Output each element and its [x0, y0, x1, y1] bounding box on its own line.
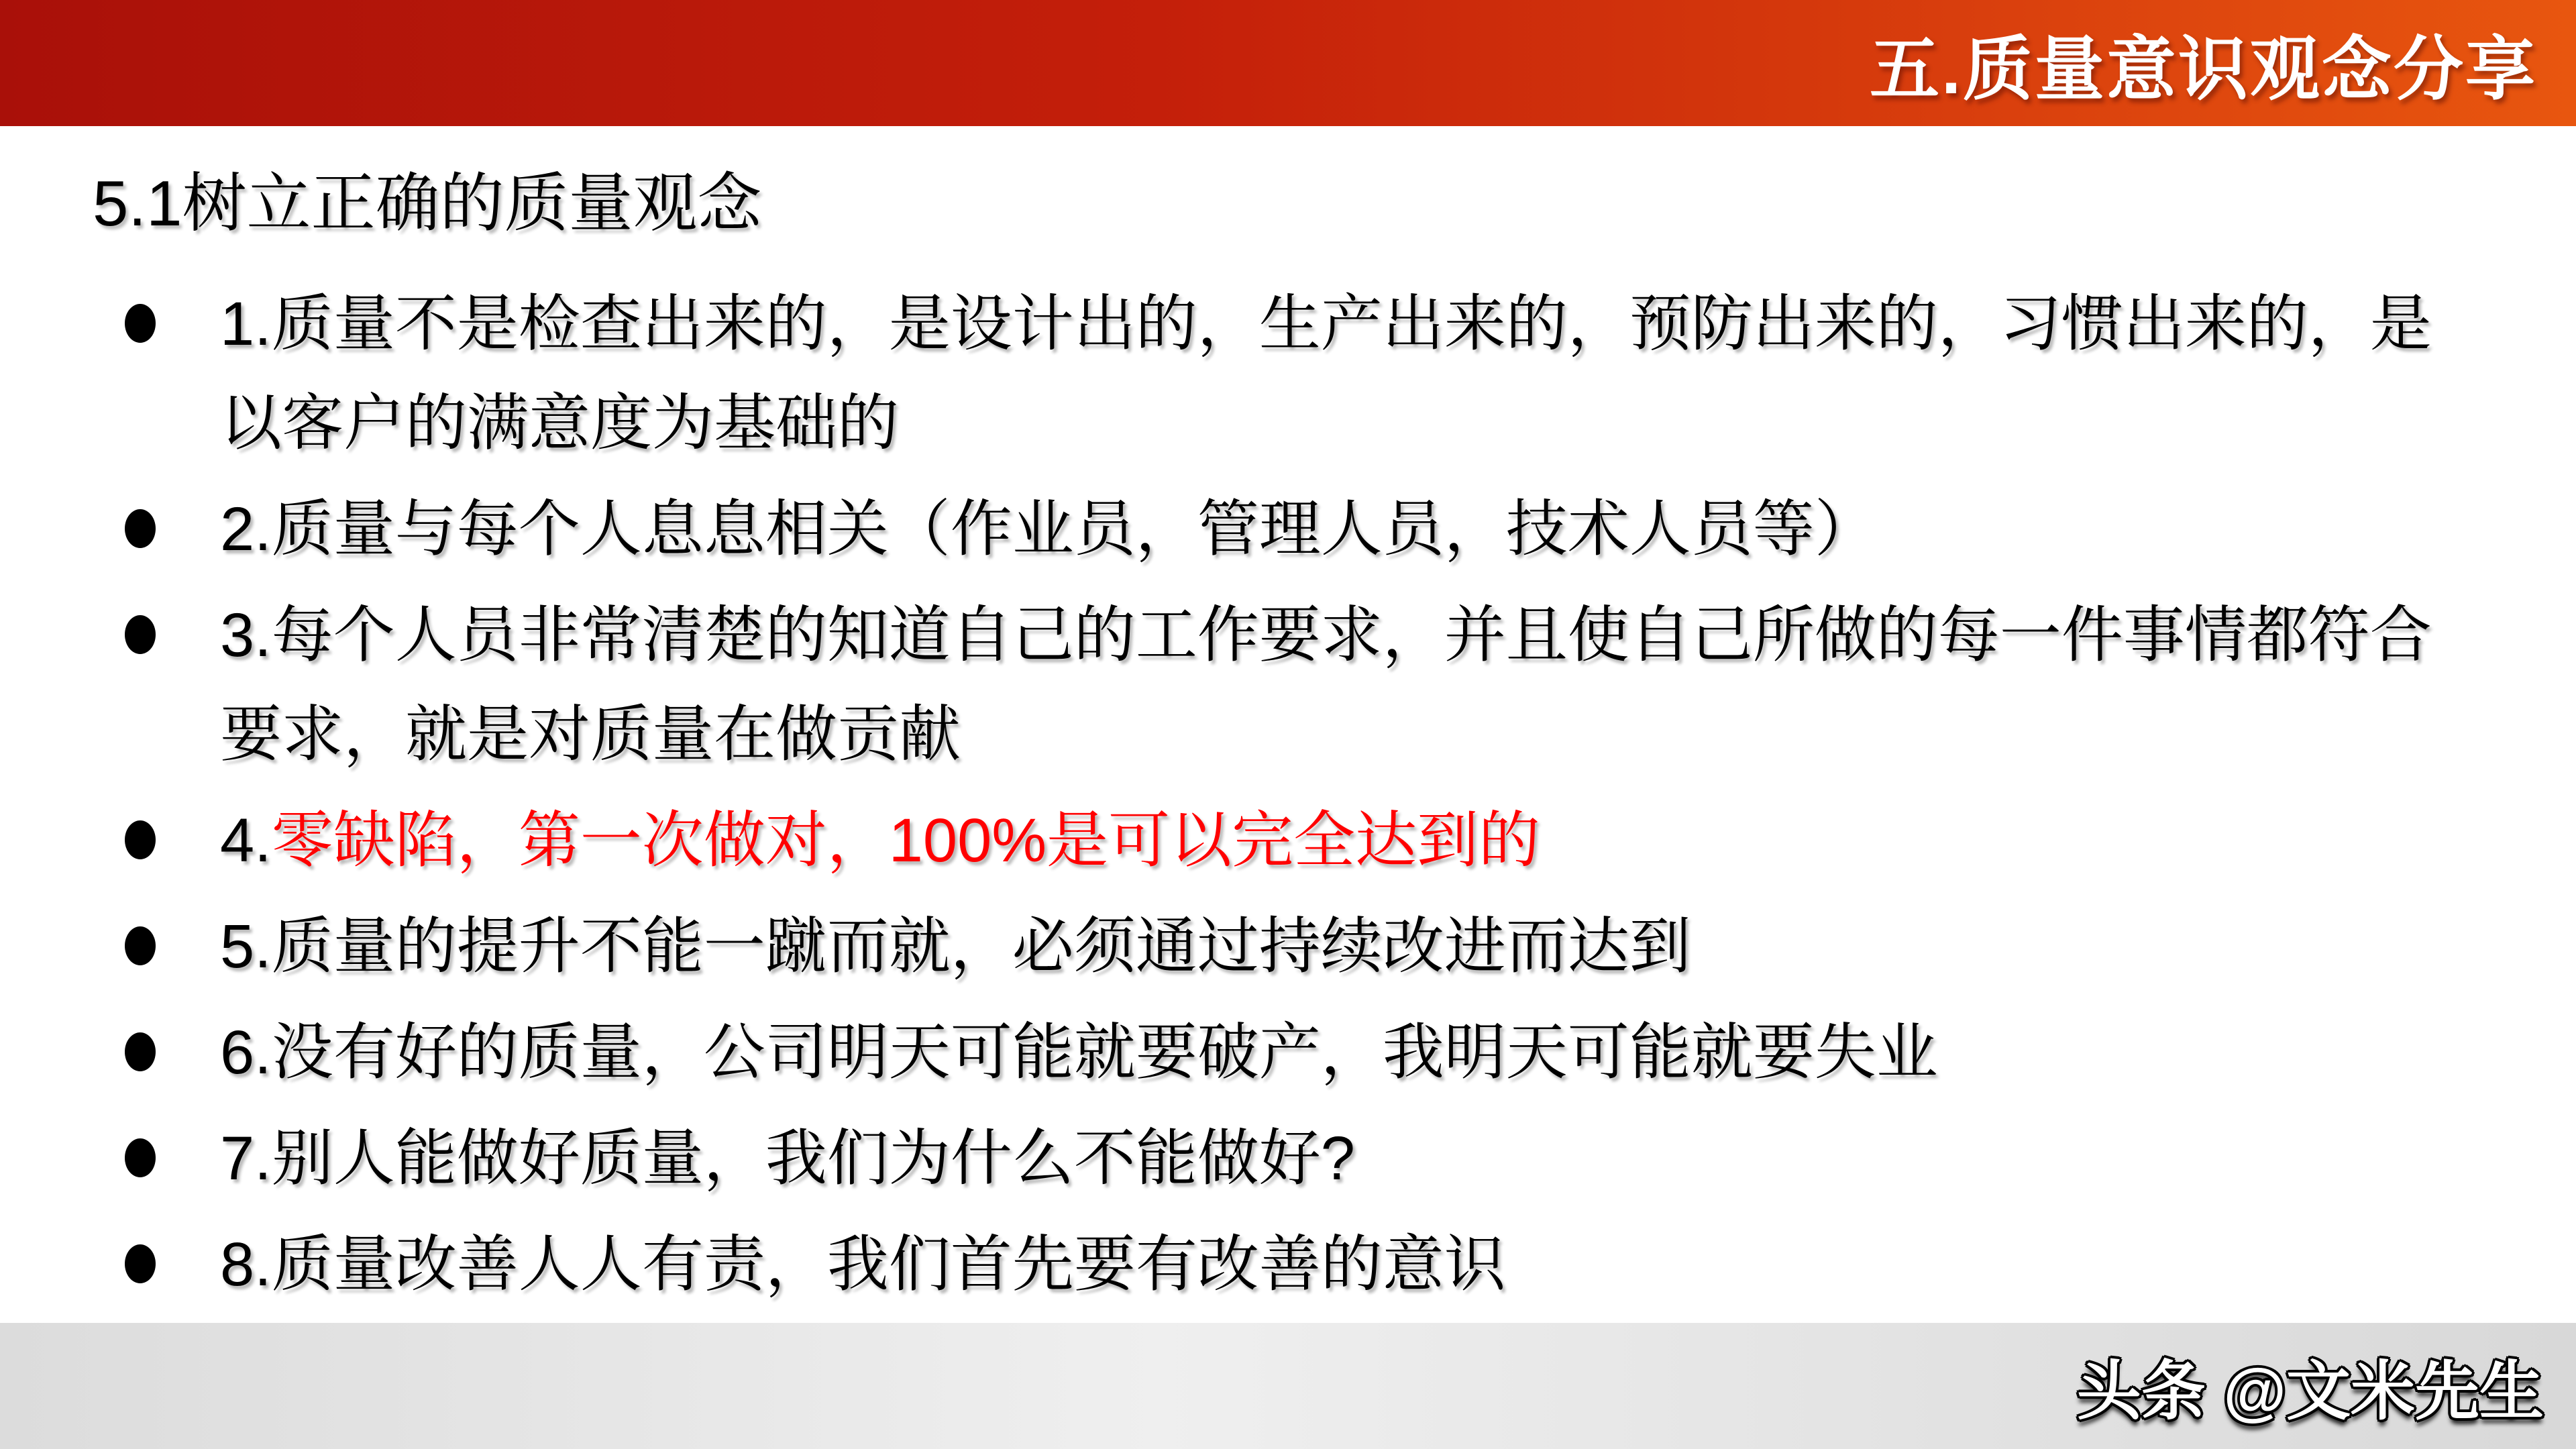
bullet-paragraph	[220, 791, 1540, 890]
bullet-list	[125, 274, 2576, 1314]
bullet-icon	[125, 1032, 156, 1071]
bullet-paragraph	[220, 586, 2434, 784]
bullet-number: 6.	[220, 1018, 272, 1087]
bullet-text: 质量不是检查出来的，是设计出的，生产出来的，预防出来的，习惯出来的，是以客户的满意度为基础的	[220, 290, 2432, 458]
bullet-text: 质量改善人人有责，我们首先要有改善的意识	[271, 1230, 1506, 1299]
bullet-number: 2.	[220, 495, 272, 564]
bullet-icon	[125, 1244, 156, 1283]
bullet-number: 7.	[220, 1124, 272, 1193]
list-item	[125, 791, 2576, 890]
bullet-text: 每个人员非常清楚的知道自己的工作要求，并且使自己所做的每一件事情都符合要求，就是对质量在做贡献	[220, 601, 2432, 769]
list-item	[125, 1003, 2576, 1102]
bullet-paragraph	[220, 480, 1876, 579]
bullet-text: 别人能做好质量，我们为什么不能做好?	[271, 1124, 1355, 1193]
bullet-text: 质量与每个人息息相关（作业员，管理人员，技术人员等）	[271, 495, 1876, 564]
footer-bar	[0, 1323, 2576, 1449]
bullet-text: 零缺陷，第一次做对，100%是可以完全达到的	[271, 806, 1541, 875]
bullet-number: 4.	[220, 806, 272, 875]
bullet-paragraph	[220, 897, 1691, 996]
list-item	[125, 586, 2576, 784]
bullet-icon	[125, 615, 156, 654]
list-item	[125, 897, 2576, 996]
section-title: 5.1树立正确的质量观念	[93, 168, 762, 239]
bullet-icon	[125, 926, 156, 965]
bullet-icon	[125, 1138, 156, 1177]
bullet-number: 8.	[220, 1230, 272, 1299]
bullet-text: 质量的提升不能一蹴而就，必须通过持续改进而达到	[271, 912, 1691, 981]
bullet-icon	[125, 820, 156, 859]
bullet-paragraph	[220, 1003, 1938, 1102]
list-item	[125, 1109, 2576, 1208]
list-item	[125, 1215, 2576, 1314]
watermark-text: 头条 @文米先生	[2076, 1355, 2544, 1428]
bullet-number: 3.	[220, 601, 272, 670]
bullet-number: 5.	[220, 912, 272, 981]
bullet-icon	[125, 304, 156, 343]
bullet-text: 没有好的质量，公司明天可能就要破产，我明天可能就要失业	[271, 1018, 1938, 1087]
bullet-icon	[125, 509, 156, 548]
bullet-paragraph	[220, 1215, 1506, 1314]
list-item	[125, 480, 2576, 579]
header-title: 五.质量意识观念分享	[1870, 31, 2537, 109]
bullet-paragraph	[220, 274, 2434, 473]
slide-body	[0, 126, 2576, 1323]
list-item	[125, 274, 2576, 473]
header-bar	[0, 0, 2576, 126]
bullet-number: 1.	[220, 290, 272, 359]
bullet-paragraph	[220, 1109, 1355, 1208]
